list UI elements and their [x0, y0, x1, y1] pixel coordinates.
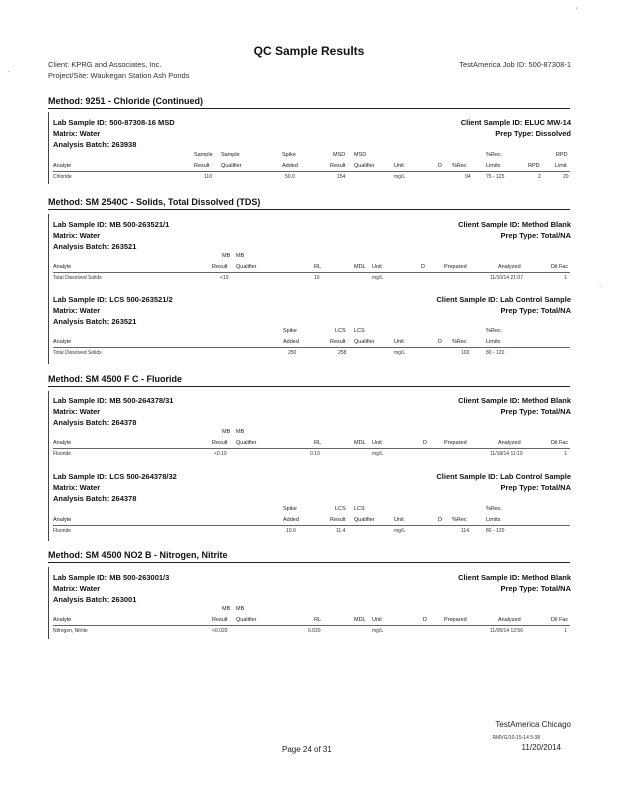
- col-header: D: [423, 617, 427, 623]
- col-header: MB: [222, 606, 231, 612]
- block-bar: [48, 112, 49, 184]
- unit: mg/L: [372, 275, 384, 281]
- analyte: Chloride: [53, 174, 72, 180]
- analyzed-date: 11/18/14 11:10: [490, 451, 523, 457]
- block-bar: [48, 214, 49, 364]
- col-header: Unit: [394, 339, 404, 345]
- spike-added: 50.0: [285, 174, 295, 180]
- analyte: Fluoride: [53, 528, 72, 534]
- client-sample-id: Client Sample ID: Method Blank: [458, 573, 571, 582]
- col-header: RL: [314, 617, 322, 623]
- col-header: RPD: [528, 163, 540, 169]
- lab-sample-id: Lab Sample ID: LCS 500-263521/2: [53, 295, 173, 304]
- block-bar: [48, 391, 49, 541]
- col-header: Qualifier: [236, 440, 257, 446]
- lab-sample-id: Lab Sample ID: LCS 500-264378/32: [53, 472, 177, 481]
- prep-type: Prep Type: Total/NA: [500, 231, 571, 240]
- col-header: Analyte: [53, 617, 72, 623]
- col-header: Unit: [372, 264, 382, 270]
- col-header: MDL: [354, 617, 366, 623]
- analysis-batch: Analysis Batch: 263521: [53, 242, 137, 251]
- prep-type: Prep Type: Total/NA: [500, 407, 571, 416]
- rec-limits: 80 - 120: [486, 350, 505, 356]
- col-header: %Rec: [452, 517, 467, 523]
- col-header: Added: [282, 163, 298, 169]
- col-header: Dil Fac: [551, 264, 569, 270]
- section-divider: [48, 386, 570, 387]
- page-number: Page 24 of 31: [282, 745, 332, 754]
- analysis-batch: Analysis Batch: 264378: [53, 494, 137, 503]
- col-header: LCS: [354, 506, 365, 512]
- col-header: Spike: [283, 506, 297, 512]
- unit: mg/L: [394, 350, 406, 356]
- col-header: Unit: [394, 517, 404, 523]
- rec-limits: 75 - 125: [486, 174, 505, 180]
- spike-added: 10.0: [286, 528, 296, 534]
- col-header: Analyzed: [498, 617, 521, 623]
- col-header: RPD: [556, 152, 568, 158]
- matrix: Matrix: Water: [53, 129, 101, 138]
- col-header: MB: [222, 429, 231, 435]
- col-header: MSD: [354, 152, 367, 158]
- col-header: RL: [314, 440, 322, 446]
- col-header: Dil Fac: [551, 617, 569, 623]
- col-header: Qualifier: [354, 163, 375, 169]
- analysis-batch: Analysis Batch: 264378: [53, 418, 137, 427]
- col-header: MDL: [354, 264, 366, 270]
- job-id: TestAmerica Job ID: 500-87308-1: [459, 60, 571, 69]
- header-rule: [53, 171, 570, 172]
- section-divider: [48, 209, 570, 210]
- col-header: MB: [236, 253, 245, 259]
- project-site: Project/Site: Waukegan Station Ash Ponds: [48, 71, 190, 80]
- col-header: MSD: [333, 152, 346, 158]
- col-header: Limits: [486, 163, 501, 169]
- col-header: D: [438, 517, 442, 523]
- msd-result: 154: [337, 174, 346, 180]
- col-header: D: [421, 264, 425, 270]
- col-header: Added: [283, 517, 299, 523]
- col-header: Analyte: [53, 339, 72, 345]
- percent-rec: 103: [461, 350, 470, 356]
- sample-result: 110: [204, 174, 212, 180]
- mb-result: <0.020: [212, 628, 228, 634]
- header-rule: [53, 525, 570, 526]
- col-header: Sample: [221, 152, 240, 158]
- client-name: Client: KPRG and Associates, Inc.: [48, 60, 162, 69]
- col-header: Unit: [372, 440, 382, 446]
- matrix: Matrix: Water: [53, 407, 101, 416]
- col-header: LCS: [335, 506, 346, 512]
- prep-type: Prep Type: Dissolved: [495, 129, 571, 138]
- col-header: %Rec.: [486, 506, 503, 512]
- rl: 10: [314, 275, 320, 281]
- analyzed-date: 11/05/14 12:56: [490, 628, 523, 634]
- rpd: 2: [538, 174, 541, 180]
- unit: mg/L: [394, 174, 406, 180]
- col-header: MB: [236, 606, 245, 612]
- footer-lab: TestAmerica Chicago: [495, 720, 571, 729]
- col-header: Analyzed: [498, 440, 521, 446]
- rpd-limit: 20: [563, 174, 569, 180]
- col-header: Result: [330, 517, 346, 523]
- col-header: Analyte: [53, 440, 72, 446]
- scan-mark: .: [8, 68, 10, 74]
- client-sample-id: Client Sample ID: Lab Control Sample: [436, 472, 571, 481]
- header-rule: [53, 448, 570, 449]
- col-header: D: [438, 163, 442, 169]
- header-rule: [53, 347, 570, 348]
- col-header: %Rec: [452, 163, 467, 169]
- col-header: D: [438, 339, 442, 345]
- lcs-result: 258: [338, 350, 347, 356]
- col-header: MDL: [354, 440, 366, 446]
- unit: mg/L: [372, 628, 384, 634]
- analyte: Fluoride: [53, 451, 72, 457]
- col-header: Qualifier: [236, 264, 257, 270]
- col-header: Limits: [486, 339, 501, 345]
- analysis-batch: Analysis Batch: 263001: [53, 595, 137, 604]
- footer-code: RMVG/10-15-14 5:38: [492, 735, 540, 741]
- col-header: Unit: [372, 617, 382, 623]
- client-sample-id: Client Sample ID: Lab Control Sample: [436, 295, 571, 304]
- header-rule: [53, 272, 570, 273]
- analyte: Total Dissolved Solids: [53, 275, 102, 281]
- rec-limits: 80 - 120: [486, 528, 505, 534]
- prep-type: Prep Type: Total/NA: [500, 306, 571, 315]
- footer-date: 11/20/2014: [521, 743, 561, 752]
- client-sample-id: Client Sample ID: ELUC MW-14: [460, 118, 571, 127]
- lab-sample-id: Lab Sample ID: MB 500-263521/1: [53, 220, 170, 229]
- analysis-batch: Analysis Batch: 263521: [53, 317, 137, 326]
- col-header: Spike: [282, 152, 296, 158]
- col-header: Result: [330, 339, 346, 345]
- col-header: Prepared: [444, 617, 467, 623]
- unit: mg/L: [394, 528, 406, 534]
- spike-added: 250: [288, 350, 297, 356]
- col-header: Unit: [394, 163, 404, 169]
- block-bar: [48, 567, 49, 639]
- col-header: Spike: [283, 328, 297, 334]
- dil-fac: 1: [564, 628, 567, 634]
- analyzed-date: 11/10/14 21:07: [490, 275, 523, 281]
- percent-rec: 94: [465, 174, 471, 180]
- col-header: Result: [212, 617, 228, 623]
- method-heading-fluoride: Method: SM 4500 F C - Fluoride: [48, 374, 183, 384]
- analyte: Total Dissolved Solids: [53, 350, 102, 356]
- col-header: Dil Fac: [551, 440, 569, 446]
- col-header: Qualifier: [354, 339, 375, 345]
- col-header: MB: [236, 429, 245, 435]
- method-heading-chloride: Method: 9251 - Chloride (Continued): [48, 96, 203, 106]
- col-header: Added: [283, 339, 299, 345]
- analyte: Nitrogen, Nitrite: [53, 628, 88, 634]
- col-header: D: [423, 440, 427, 446]
- header-rule: [53, 625, 570, 626]
- col-header: Analyte: [53, 517, 72, 523]
- col-header: %Rec: [452, 339, 467, 345]
- col-header: %Rec.: [486, 328, 503, 334]
- col-header: Analyte: [53, 163, 72, 169]
- lab-sample-id: Lab Sample ID: MB 500-263001/3: [53, 573, 170, 582]
- col-header: Limit: [555, 163, 567, 169]
- scan-mark: ': [576, 8, 578, 14]
- lab-sample-id: Lab Sample ID: 500-87308-16 MSD: [53, 118, 175, 127]
- col-header: Qualifier: [236, 617, 257, 623]
- page-title: QC Sample Results: [253, 44, 365, 58]
- percent-rec: 114: [461, 528, 469, 534]
- scan-mark: ·:·: [598, 284, 604, 290]
- col-header: Result: [212, 264, 228, 270]
- prep-type: Prep Type: Total/NA: [500, 584, 571, 593]
- col-header: Analyte: [53, 264, 72, 270]
- section-divider: [48, 562, 570, 563]
- dil-fac: 1: [564, 275, 567, 281]
- method-heading-nitrite: Method: SM 4500 NO2 B - Nitrogen, Nitrite: [48, 550, 228, 560]
- col-header: Sample: [194, 152, 213, 158]
- col-header: Analyzed: [498, 264, 521, 270]
- section-divider: [48, 108, 570, 109]
- matrix: Matrix: Water: [53, 231, 101, 240]
- col-header: Result: [212, 440, 228, 446]
- col-header: %Rec.: [486, 152, 503, 158]
- col-header: MB: [222, 253, 231, 259]
- col-header: LCS: [335, 328, 346, 334]
- unit: mg/L: [372, 451, 384, 457]
- rl: 0.10: [310, 451, 320, 457]
- matrix: Matrix: Water: [53, 584, 101, 593]
- rl: 0.020: [308, 628, 321, 634]
- mb-result: <10: [220, 275, 229, 281]
- lcs-result: 11.4: [336, 528, 346, 534]
- col-header: Qualifier: [354, 517, 375, 523]
- mb-result: <0.10: [214, 451, 227, 457]
- analysis-batch: Analysis Batch: 263938: [53, 140, 137, 149]
- col-header: LCS: [354, 328, 365, 334]
- client-sample-id: Client Sample ID: Method Blank: [458, 396, 571, 405]
- prep-type: Prep Type: Total/NA: [500, 483, 571, 492]
- col-header: Prepared: [444, 264, 467, 270]
- method-heading-tds: Method: SM 2540C - Solids, Total Dissolved (TDS): [48, 197, 261, 207]
- col-header: RL: [314, 264, 322, 270]
- col-header: Qualifier: [221, 163, 242, 169]
- col-header: Result: [194, 163, 210, 169]
- client-sample-id: Client Sample ID: Method Blank: [458, 220, 571, 229]
- lab-sample-id: Lab Sample ID: MB 500-264378/31: [53, 396, 174, 405]
- col-header: Limits: [486, 517, 501, 523]
- col-header: Result: [330, 163, 346, 169]
- col-header: Prepared: [444, 440, 467, 446]
- matrix: Matrix: Water: [53, 483, 101, 492]
- dil-fac: 1: [564, 451, 567, 457]
- matrix: Matrix: Water: [53, 306, 101, 315]
